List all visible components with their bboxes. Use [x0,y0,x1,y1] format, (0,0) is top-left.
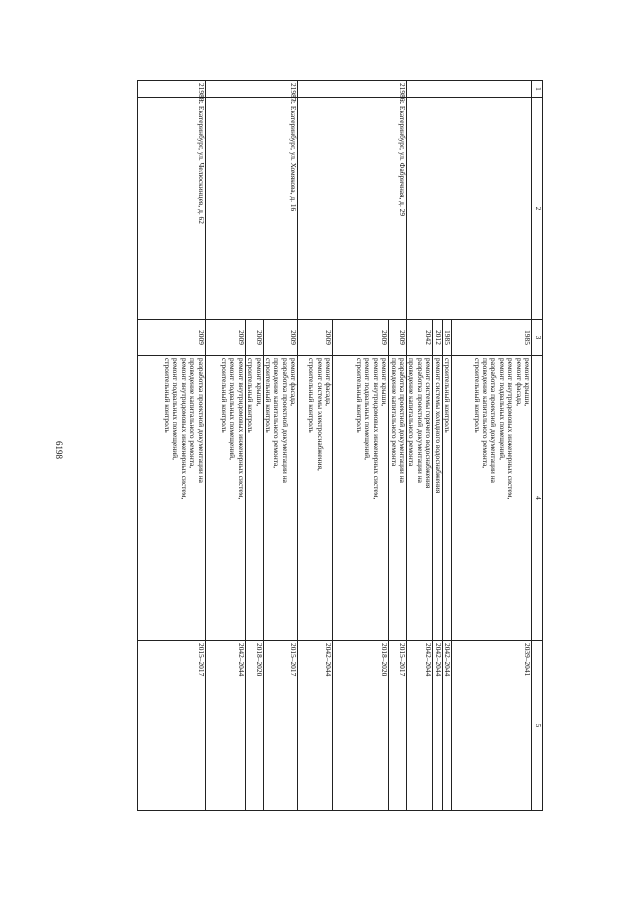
row-year: 2009 [263,320,298,356]
row-period: 2042–2044 [406,641,432,811]
row-year: 2009 [298,320,333,356]
row-works: ремонт фасада, разработка проектной документации на проведение капитального ремонта, строительный контроль [263,356,298,641]
row-works: ремонт системы горячего водоснабжения разработка проектной документации на проведение капитального ремонта [406,356,432,641]
row-period: 2042–2044 [433,641,442,811]
row-year: 1985 [452,320,532,356]
row-address: г. Екатеринбург, ул. Фабричная, д. 29 [298,98,407,320]
row-year: 2009 [205,320,245,356]
row-period: 2015–2017 [263,641,298,811]
column-header-4: 4 [532,356,543,641]
row-number: 21986. [298,81,407,98]
row-year: 2009 [333,320,389,356]
table-row [137,81,205,811]
row-address: г. Екатеринбург, ул. Челюскинцев, д. 62 [137,98,205,320]
row-year: 2009 [137,320,205,356]
row-period: 2042–2044 [442,641,451,811]
row-works: ремонт системы холодного водоснабжения [433,356,442,641]
header-row [532,81,543,811]
row-period: 2039–2041 [452,641,532,811]
row-year: 1985 [442,320,451,356]
row-number: 21988. [137,81,205,98]
table-container [80,80,543,810]
row-year: 2009 [245,320,263,356]
column-header-5: 5 [532,641,543,811]
row-works: ремонт крыши, строительный контроль [245,356,263,641]
row-year: 2042 [406,320,432,356]
row-period: 2042–2044 [205,641,245,811]
row-period: 2015–2017 [389,641,407,811]
row-works: разработка проектной документации на проведение капитального ремонта [389,356,407,641]
capital-repair-table [137,80,543,811]
row-address [406,98,531,320]
column-header-1: 1 [532,81,543,98]
row-period: 2042–2044 [298,641,333,811]
row-period: 2018–2020 [333,641,389,811]
row-number [406,81,531,98]
table-row [452,81,532,811]
row-works: ремонт фасада, ремонт системы электроснабжения, строительный контроль [298,356,333,641]
column-header-3: 3 [532,320,543,356]
table-row [263,81,298,811]
row-works: строительный контроль [442,356,451,641]
table-row [389,81,407,811]
row-works: ремонт крыши, ремонт фасада, ремонт внутридомовых инженерных систем, ремонт подвальных помещений, разработка проектной документации на проведение капитального ремонта, строительный контроль [452,356,532,641]
row-address: г. Екатеринбург, ул. Хомякова, д. 16 [205,98,297,320]
page-number: 6198 [54,441,64,459]
row-period: 2015–2017 [137,641,205,811]
row-number: 21987. [205,81,297,98]
row-period: 2018–2020 [245,641,263,811]
row-works: ремонт крыши, ремонт внутридомовых инженерных систем, ремонт подвальных помещений, строительный контроль [333,356,389,641]
row-works: разработка проектной документации на проведение капитального ремонта, ремонт внутридомовых инженерных систем, ремонт подвальных помещений, строительный контроль [137,356,205,641]
row-year: 2009 [389,320,407,356]
row-works: ремонт внутридомовых инженерных систем, ремонт подвальных помещений, строительный контроль [205,356,245,641]
row-year: 2012 [433,320,442,356]
column-header-2: 2 [532,98,543,320]
